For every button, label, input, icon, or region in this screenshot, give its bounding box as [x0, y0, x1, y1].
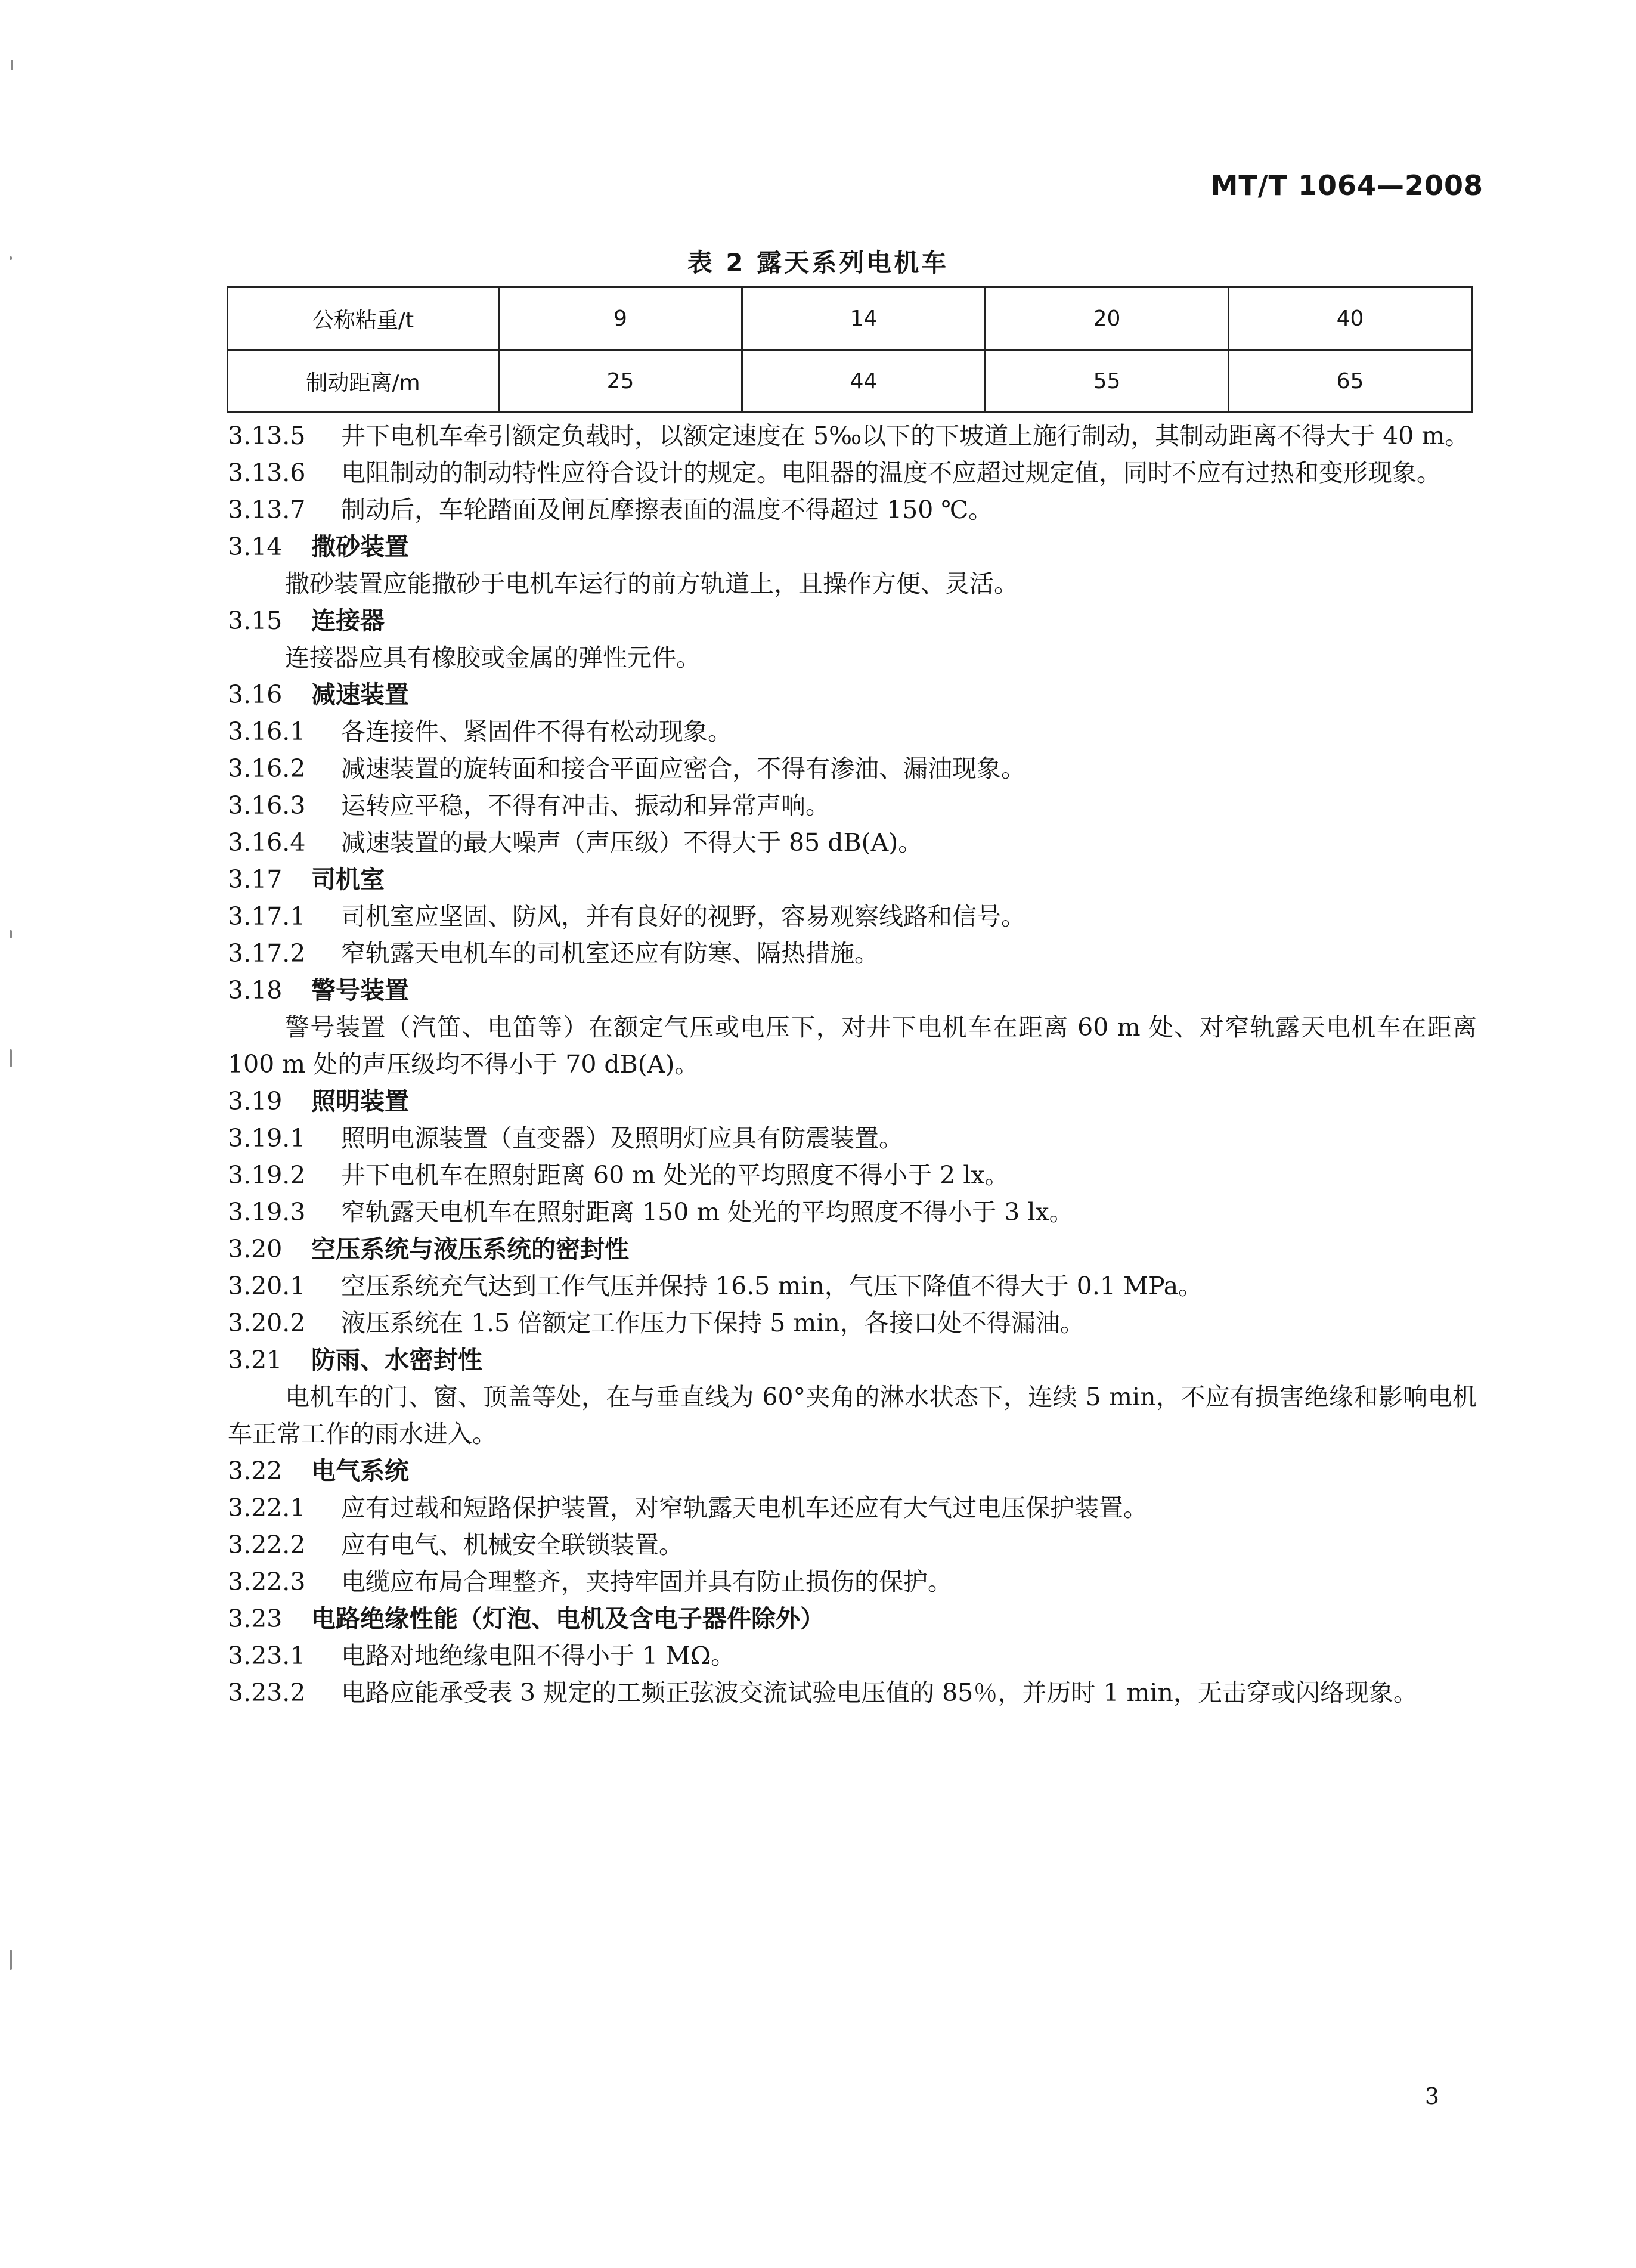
clause-3-23-1: 3.23.1 电路对地绝缘电阻不得小于 1 MΩ。: [228, 1641, 736, 1670]
clause-3-23-2: 3.23.2 电路应能承受表 3 规定的工频正弦波交流试验电压值的 85％，并历时 1 min，无击穿或闪络现象。: [228, 1678, 1418, 1707]
table-row: [228, 287, 1472, 350]
clause-3-13-5: 3.13.5 井下电机车牵引额定负载时，以额定速度在 5‰以下的下坡道上施行制动，其制动距离不得大于 40 m。: [228, 422, 1470, 450]
clause-3-20-2: 3.20.2 液压系统在 1.5 倍额定工作压力下保持 5 min，各接口处不得漏油。: [228, 1309, 1085, 1337]
table-caption: 表 2 露天系列电机车: [687, 248, 949, 277]
table-cell: 55: [986, 350, 1229, 413]
clause-3-17-2: 3.17.2 窄轨露天电机车的司机室还应有防寒、隔热措施。: [228, 939, 879, 968]
clause-3-14-text: 撒砂装置应能撒砂于电机车运行的前方轨道上，且操作方便、灵活。: [285, 569, 1018, 598]
clause-3-22-1: 3.22.1 应有过载和短路保护装置，对窄轨露天电机车还应有大气过电压保护装置。: [228, 1494, 1148, 1522]
section-heading-3-21: 3.21 防雨、水密封性: [228, 1346, 482, 1374]
table-row: [228, 350, 1472, 413]
clause-3-16-1: 3.16.1 各连接件、紧固件不得有松动现象。: [228, 717, 732, 746]
section-heading-3-17: 3.17 司机室: [228, 865, 385, 894]
section-heading-3-14: 3.14 撒砂装置: [228, 532, 409, 561]
clause-3-19-3: 3.19.3 窄轨露天电机车在照射距离 150 m 处光的平均照度不得小于 3 lx。: [228, 1198, 1074, 1226]
clause-3-16-2: 3.16.2 减速装置的旋转面和接合平面应密合，不得有渗油、漏油现象。: [228, 754, 1025, 783]
section-heading-3-15: 3.15 连接器: [228, 606, 385, 635]
row-label: 制动距离/m: [228, 350, 499, 413]
clause-3-19-1: 3.19.1 照明电源装置（直变器）及照明灯应具有防震装置。: [228, 1124, 903, 1152]
clause-3-16-4: 3.16.4 减速装置的最大噪声（声压级）不得大于 85 dB(A)。: [228, 828, 923, 857]
clause-3-13-7: 3.13.7 制动后，车轮踏面及闸瓦摩擦表面的温度不得超过 150 ℃。: [228, 495, 993, 524]
standard-code: MT/T 1064—2008: [1210, 169, 1483, 202]
clause-3-18-text: 警号装置（汽笛、电笛等）在额定气压或电压下，对井下电机车在距离 60 m 处、对窄轨露天电机车在距离 100 m 处的声压级均不得小于 70 dB(A)。: [228, 1013, 1477, 1079]
section-heading-3-19: 3.19 照明装置: [228, 1087, 409, 1116]
clause-3-16-3: 3.16.3 运转应平稳，不得有冲击、振动和异常声响。: [228, 791, 830, 820]
clause-3-22-2: 3.22.2 应有电气、机械安全联锁装置。: [228, 1530, 683, 1559]
scan-speck: [10, 1049, 12, 1067]
clause-3-22-3: 3.22.3 电缆应布局合理整齐，夹持牢固并具有防止损伤的保护。: [228, 1567, 952, 1596]
table-cell: 65: [1229, 350, 1472, 413]
page-number: 3: [1424, 2083, 1439, 2109]
section-heading-3-18: 3.18 警号装置: [228, 976, 409, 1005]
scan-speck: [11, 60, 13, 70]
section-heading-3-23: 3.23 电路绝缘性能（灯泡、电机及含电子器件除外）: [228, 1604, 825, 1633]
clause-3-19-2: 3.19.2 井下电机车在照射距离 60 m 处光的平均照度不得小于 2 lx。: [228, 1161, 1009, 1189]
table-cell: 40: [1229, 287, 1472, 350]
clause-3-21-text: 电机车的门、窗、顶盖等处，在与垂直线为 60°夹角的淋水状态下，连续 5 min，不应有损害绝缘和影响电机车正常工作的雨水进入。: [228, 1383, 1477, 1448]
clause-3-13-6: 3.13.6 电阻制动的制动特性应符合设计的规定。电阻器的温度不应超过规定值，同时不应有过热和变形现象。: [228, 458, 1441, 487]
section-heading-3-16: 3.16 减速装置: [228, 680, 409, 709]
section-heading-3-22: 3.22 电气系统: [228, 1457, 409, 1485]
table-cell: 9: [499, 287, 742, 350]
scan-speck: [10, 930, 12, 938]
spec-table: [227, 286, 1473, 413]
row-label: 公称粘重/t: [228, 287, 499, 350]
table-cell: 14: [742, 287, 986, 350]
section-heading-3-20: 3.20 空压系统与液压系统的密封性: [228, 1235, 629, 1263]
document-body: [228, 417, 1477, 1711]
table-cell: 44: [742, 350, 986, 413]
table-cell: 20: [986, 287, 1229, 350]
scan-speck: [10, 256, 12, 260]
clause-3-20-1: 3.20.1 空压系统充气达到工作气压并保持 16.5 min，气压下降值不得大于 0.1 MPa。: [228, 1272, 1203, 1300]
table-cell: 25: [499, 350, 742, 413]
clause-3-17-1: 3.17.1 司机室应坚固、防风，并有良好的视野，容易观察线路和信号。: [228, 902, 1025, 931]
clause-3-15-text: 连接器应具有橡胶或金属的弹性元件。: [285, 643, 701, 672]
scan-speck: [10, 1950, 12, 1970]
